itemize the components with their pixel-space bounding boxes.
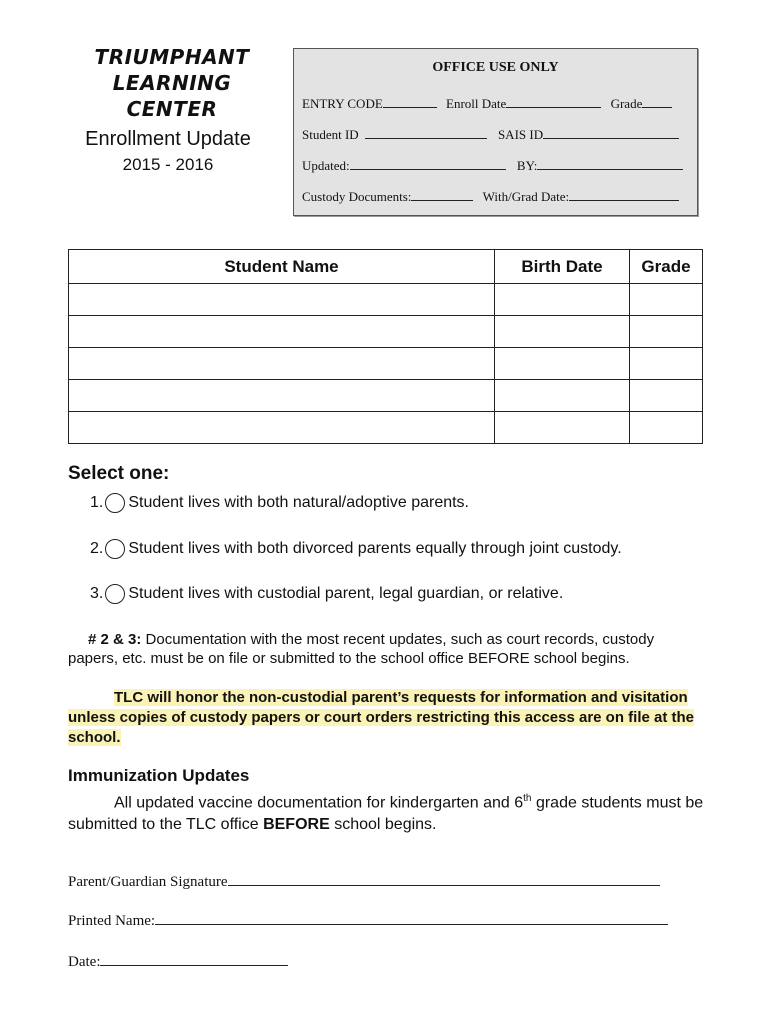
doc-note-text: Documentation with the most recent updates, such as court records, custody papers, etc. must be on file or submitted to the school office BEFORE school begins. xyxy=(68,631,655,667)
office-grade-field[interactable] xyxy=(642,93,672,108)
custody-option-3 xyxy=(90,584,563,604)
student-id-label: Student ID xyxy=(302,127,359,142)
office-grade-label: Grade xyxy=(610,96,643,111)
birth-date-cell[interactable] xyxy=(495,316,630,348)
birth-date-cell[interactable] xyxy=(495,348,630,380)
entry-code-field[interactable] xyxy=(383,93,437,108)
student-name-cell[interactable] xyxy=(69,380,495,412)
immunization-text xyxy=(68,788,718,836)
student-table xyxy=(68,249,703,444)
office-row-entry xyxy=(302,93,672,112)
office-row-updated xyxy=(302,155,683,174)
immunization-text-bold: BEFORE xyxy=(263,816,330,834)
with-grad-date-field[interactable] xyxy=(569,186,679,201)
student-name-header: Student Name xyxy=(69,250,495,284)
parent-signature-field[interactable] xyxy=(228,871,660,886)
printed-name-line xyxy=(68,910,668,930)
office-row-ids xyxy=(302,124,679,143)
document-title: Enrollment Update xyxy=(85,128,251,150)
immunization-text-pre: All updated vaccine documentation for kindergarten and 6 xyxy=(114,794,524,812)
office-row-custody xyxy=(302,186,679,205)
birth-date-cell[interactable] xyxy=(495,284,630,316)
option-label: Student lives with both divorced parents equally through joint custody. xyxy=(128,540,622,557)
immunization-text-mid: grade students must be submitted to the TLC office xyxy=(68,794,704,834)
student-name-cell[interactable] xyxy=(69,348,495,380)
updated-field[interactable] xyxy=(350,155,506,170)
by-label: BY: xyxy=(516,158,538,173)
office-use-title: OFFICE USE ONLY xyxy=(432,60,559,75)
doc-note-ref: # 2 & 3: xyxy=(88,631,142,648)
grade-cell[interactable] xyxy=(630,380,703,412)
option-number: 2. xyxy=(90,540,104,557)
parent-signature-label: Parent/Guardian Signature xyxy=(68,874,228,890)
documentation-note xyxy=(68,630,708,668)
student-name-cell[interactable] xyxy=(69,412,495,444)
custody-documents-field[interactable] xyxy=(411,186,473,201)
date-field[interactable] xyxy=(100,951,288,966)
option-label: Student lives with custodial parent, legal guardian, or relative. xyxy=(128,585,564,602)
entry-code-label: ENTRY CODE xyxy=(302,96,383,111)
birth-date-cell[interactable] xyxy=(495,380,630,412)
radio-circle-icon[interactable] xyxy=(105,584,125,604)
custody-honor-note xyxy=(68,688,708,748)
table-row xyxy=(69,412,703,444)
parent-signature-line xyxy=(68,871,660,891)
option-number: 3. xyxy=(90,585,104,602)
table-row xyxy=(69,348,703,380)
ordinal-suffix: th xyxy=(523,793,532,804)
grade-cell[interactable] xyxy=(630,316,703,348)
table-row xyxy=(69,284,703,316)
grade-cell[interactable] xyxy=(630,284,703,316)
sais-id-label: SAIS ID xyxy=(497,127,544,142)
table-row xyxy=(69,380,703,412)
office-use-box xyxy=(293,48,698,216)
date-line xyxy=(68,951,288,971)
student-name-cell[interactable] xyxy=(69,316,495,348)
printed-name-field[interactable] xyxy=(155,910,668,925)
logo-line-1: TRIUMPHANT xyxy=(94,45,250,69)
school-logo xyxy=(82,44,262,122)
enroll-date-label: Enroll Date xyxy=(446,96,507,111)
custody-option-1 xyxy=(90,493,469,513)
custody-option-2 xyxy=(90,539,622,559)
grade-cell[interactable] xyxy=(630,348,703,380)
option-number: 1. xyxy=(90,494,104,511)
birth-date-cell[interactable] xyxy=(495,412,630,444)
select-one-heading: Select one: xyxy=(68,463,170,484)
table-row xyxy=(69,316,703,348)
sais-id-field[interactable] xyxy=(543,124,679,139)
school-year: 2015 - 2016 xyxy=(122,155,214,174)
logo-line-2: LEARNING CENTER xyxy=(112,71,232,121)
option-label: Student lives with both natural/adoptive parents. xyxy=(128,494,469,511)
radio-circle-icon[interactable] xyxy=(105,539,125,559)
grade-header: Grade xyxy=(630,250,703,284)
custody-documents-label: Custody Documents: xyxy=(302,189,412,204)
grade-cell[interactable] xyxy=(630,412,703,444)
student-id-field[interactable] xyxy=(365,124,487,139)
enroll-date-field[interactable] xyxy=(506,93,601,108)
radio-circle-icon[interactable] xyxy=(105,493,125,513)
immunization-text-post: school begins. xyxy=(329,816,437,834)
student-name-cell[interactable] xyxy=(69,284,495,316)
printed-name-label: Printed Name: xyxy=(68,913,156,929)
date-label: Date: xyxy=(68,954,101,970)
student-table-header xyxy=(69,250,703,284)
updated-label: Updated: xyxy=(302,158,350,173)
by-field[interactable] xyxy=(537,155,683,170)
with-grad-date-label: With/Grad Date: xyxy=(482,189,570,204)
honor-note-text: TLC will honor the non-custodial parent’s requests for information and visitation unless copies of custody papers or court orders restricting this access are on file at the school. xyxy=(68,689,695,746)
birth-date-header: Birth Date xyxy=(495,250,630,284)
immunization-heading: Immunization Updates xyxy=(68,766,250,785)
